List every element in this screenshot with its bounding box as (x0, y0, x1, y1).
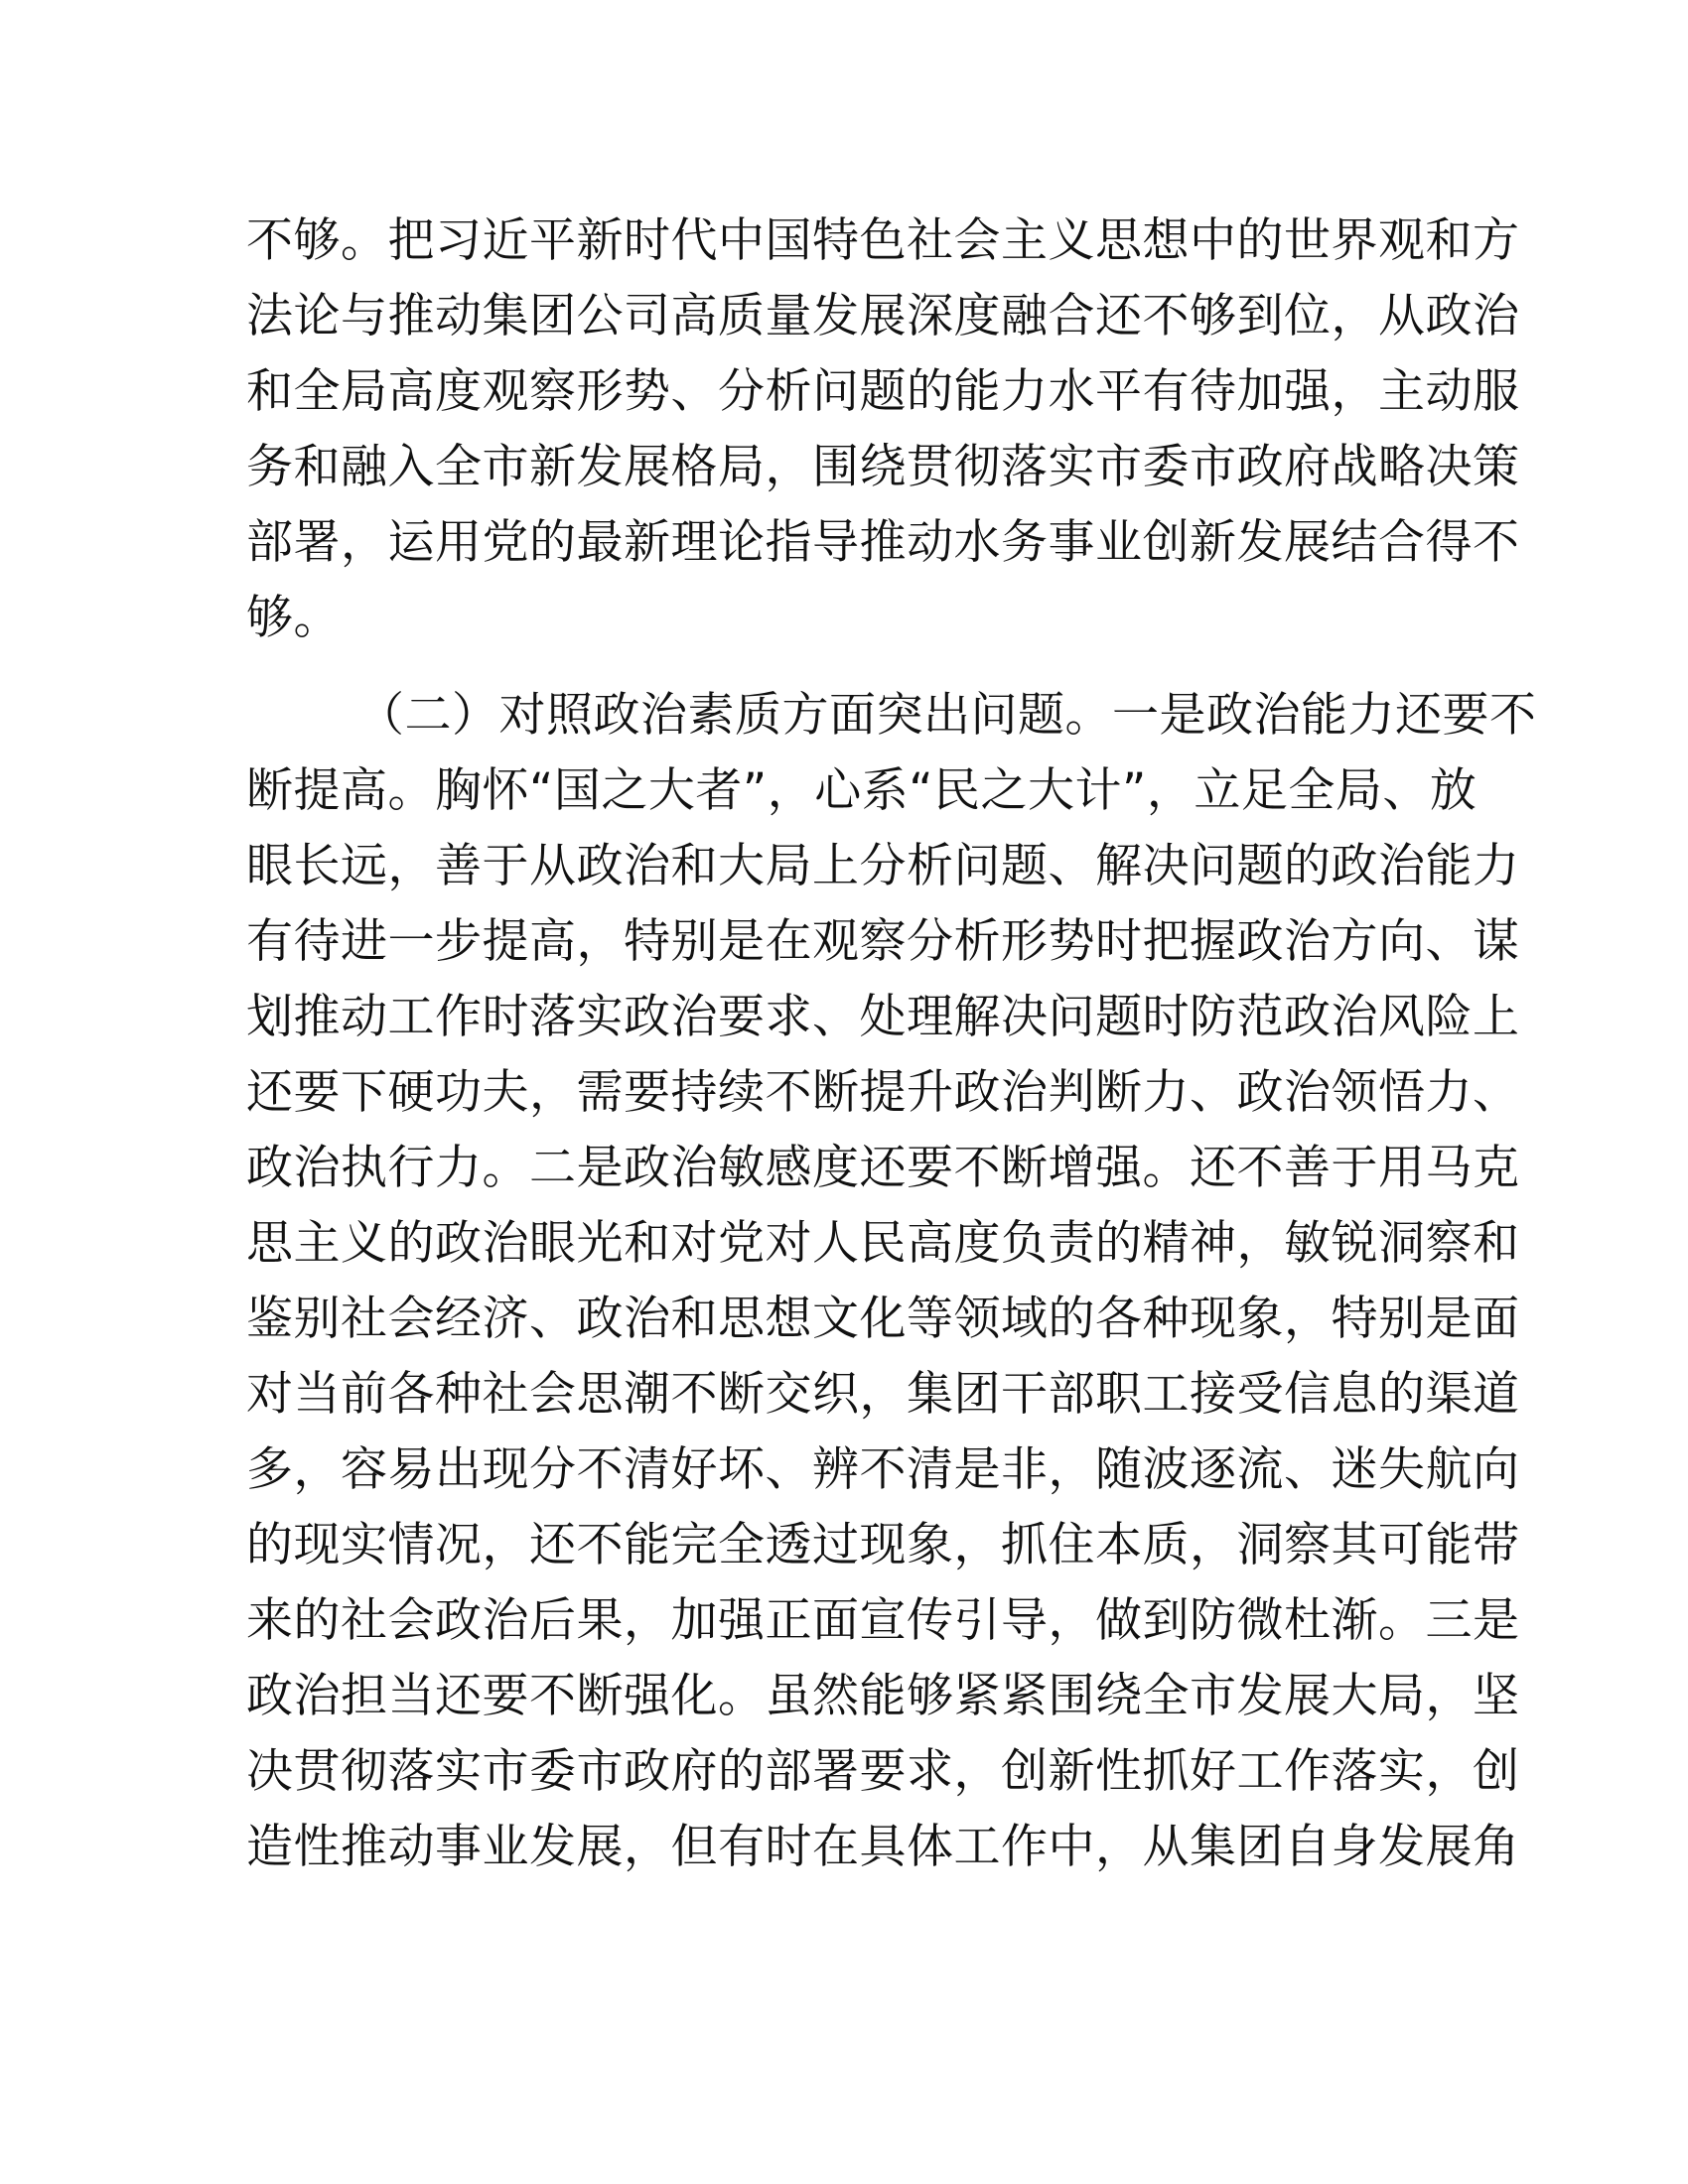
text-line: 部署，运用党的最新理论指导推动水务事业创新发展结合得不 (246, 515, 1520, 570)
text-line: 和全局高度观察形势、分析问题的能力水平有待加强，主动服 (246, 364, 1520, 419)
text-line: 政治担当还要不断强化。虽然能够紧紧围绕全市发展大局，坚 (246, 1669, 1520, 1723)
text-line: 思主义的政治眼光和对党对人民高度负责的精神，敏锐洞察和 (246, 1216, 1520, 1271)
text-line: 划推动工作时落实政治要求、处理解决问题时防范政治风险上 (246, 990, 1520, 1044)
text-line: 政治执行力。二是政治敏感度还要不断增强。还不善于用马克 (246, 1141, 1520, 1195)
text-line: 有待进一步提高，特别是在观察分析形势时把握政治方向、谋 (246, 914, 1520, 969)
paragraph-gap (246, 656, 1448, 678)
text-line: 务和融入全市新发展格局，围绕贯彻落实市委市政府战略决策 (246, 440, 1520, 494)
text-line: 决贯彻落实市委市政府的部署要求，创新性抓好工作落实，创 (246, 1744, 1520, 1799)
text-line: 法论与推动集团公司高质量发展深度融合还不够到位，从政治 (246, 289, 1520, 343)
text-line: 还要下硬功夫，需要持续不断提升政治判断力、政治领悟力、 (246, 1065, 1520, 1120)
text-line: （二）对照政治素质方面突出问题。一是政治能力还要不 (357, 688, 1537, 743)
text-line: 的现实情况，还不能完全透过现象，抓住本质，洞察其可能带 (246, 1518, 1520, 1572)
text-line: 对当前各种社会思潮不断交织，集团干部职工接受信息的渠道 (246, 1367, 1520, 1422)
text-line: 够。 (246, 591, 341, 645)
text-line: 不够。把习近平新时代中国特色社会主义思想中的世界观和方 (246, 213, 1520, 268)
paragraph-political-quality (246, 678, 1537, 1885)
text-line: 眼长远，善于从政治和大局上分析问题、解决问题的政治能力 (246, 839, 1520, 893)
document-page (246, 204, 1537, 1990)
text-line: 来的社会政治后果，加强正面宣传引导，做到防微杜渐。三是 (246, 1593, 1520, 1648)
text-line: 造性推动事业发展，但有时在具体工作中，从集团自身发展角 (246, 1820, 1520, 1874)
text-line: 多，容易出现分不清好坏、辨不清是非，随波逐流、迷失航向 (246, 1442, 1520, 1497)
paragraph-continuation (246, 204, 1520, 656)
text-line: 鉴别社会经济、政治和思想文化等领域的各种现象，特别是面 (246, 1292, 1520, 1346)
text-line: 断提高。胸怀“国之大者”，心系“民之大计”，立足全局、放 (246, 763, 1477, 818)
